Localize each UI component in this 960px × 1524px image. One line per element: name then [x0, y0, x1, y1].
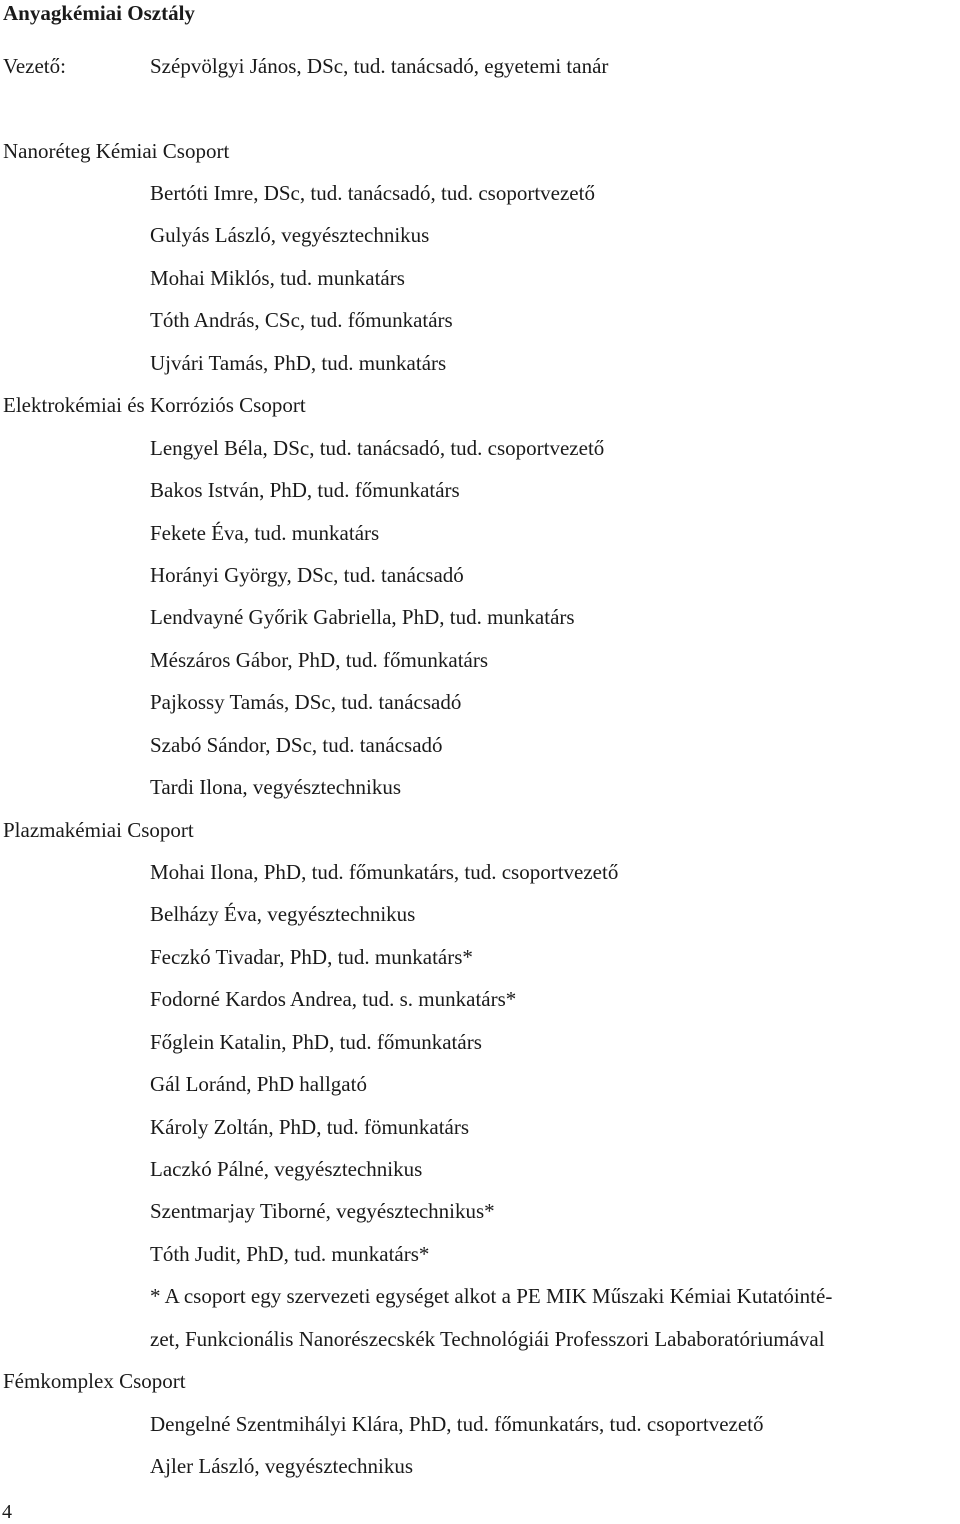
group-heading: Fémkomplex Csoport: [3, 1369, 186, 1393]
department-title: Anyagkémiai Osztály: [3, 1, 195, 25]
member-line: Gulyás László, vegyésztechnikus: [150, 223, 430, 247]
member-line: Károly Zoltán, PhD, tud. fömunkatárs: [150, 1115, 470, 1139]
footnote-line: * A csoport egy szervezeti egységet alkot a PE MIK Műszaki Kémiai Kutatóinté-: [150, 1284, 833, 1308]
member-line: Pajkossy Tamás, DSc, tud. tanácsadó: [150, 690, 462, 714]
member-line: Bertóti Imre, DSc, tud. tanácsadó, tud. csoportvezető: [150, 181, 595, 205]
member-line: Mohai Miklós, tud. munkatárs: [150, 266, 405, 290]
member-line: Bakos István, PhD, tud. főmunkatárs: [150, 478, 460, 502]
member-line: Tóth Judit, PhD, tud. munkatárs*: [150, 1242, 430, 1266]
member-line: Lengyel Béla, DSc, tud. tanácsadó, tud. csoportvezető: [150, 436, 605, 460]
group-heading: Plazmakémiai Csoport: [3, 818, 194, 842]
member-line: Mohai Ilona, PhD, tud. főmunkatárs, tud. csoportvezető: [150, 860, 619, 884]
member-line: Tardi Ilona, vegyésztechnikus: [150, 775, 402, 799]
member-line: Dengelné Szentmihályi Klára, PhD, tud. főmunkatárs, tud. csoportvezető: [150, 1412, 764, 1436]
member-line: Tóth András, CSc, tud. főmunkatárs: [150, 308, 453, 332]
member-line: Lendvayné Győrik Gabriella, PhD, tud. munkatárs: [150, 605, 575, 629]
member-line: Belházy Éva, vegyésztechnikus: [150, 902, 416, 926]
member-line: Ujvári Tamás, PhD, tud. munkatárs: [150, 351, 447, 375]
group-heading: Elektrokémiai és Korróziós Csoport: [3, 393, 306, 417]
footnote-line: zet, Funkcionális Nanorészecskék Technológiái Professzori Lababoratóriumával: [150, 1327, 825, 1351]
group-heading: Nanoréteg Kémiai Csoport: [3, 139, 230, 163]
member-line: Fodorné Kardos Andrea, tud. s. munkatárs*: [150, 987, 517, 1011]
member-line: Ajler László, vegyésztechnikus: [150, 1454, 413, 1478]
page-number: 4: [2, 1501, 12, 1523]
member-line: Laczkó Pálné, vegyésztechnikus: [150, 1157, 423, 1181]
member-line: Horányi György, DSc, tud. tanácsadó: [150, 563, 464, 587]
member-line: Gál Loránd, PhD hallgató: [150, 1072, 367, 1096]
member-line: Szabó Sándor, DSc, tud. tanácsadó: [150, 733, 443, 757]
member-line: Főglein Katalin, PhD, tud. főmunkatárs: [150, 1030, 482, 1054]
member-line: Fekete Éva, tud. munkatárs: [150, 521, 380, 545]
member-line: Mészáros Gábor, PhD, tud. főmunkatárs: [150, 648, 489, 672]
head-label: Vezető:: [3, 54, 66, 78]
member-line: Szentmarjay Tiborné, vegyésztechnikus*: [150, 1199, 495, 1223]
member-line: Feczkó Tivadar, PhD, tud. munkatárs*: [150, 945, 473, 969]
head-value: Szépvölgyi János, DSc, tud. tanácsadó, egyetemi tanár: [150, 54, 609, 78]
